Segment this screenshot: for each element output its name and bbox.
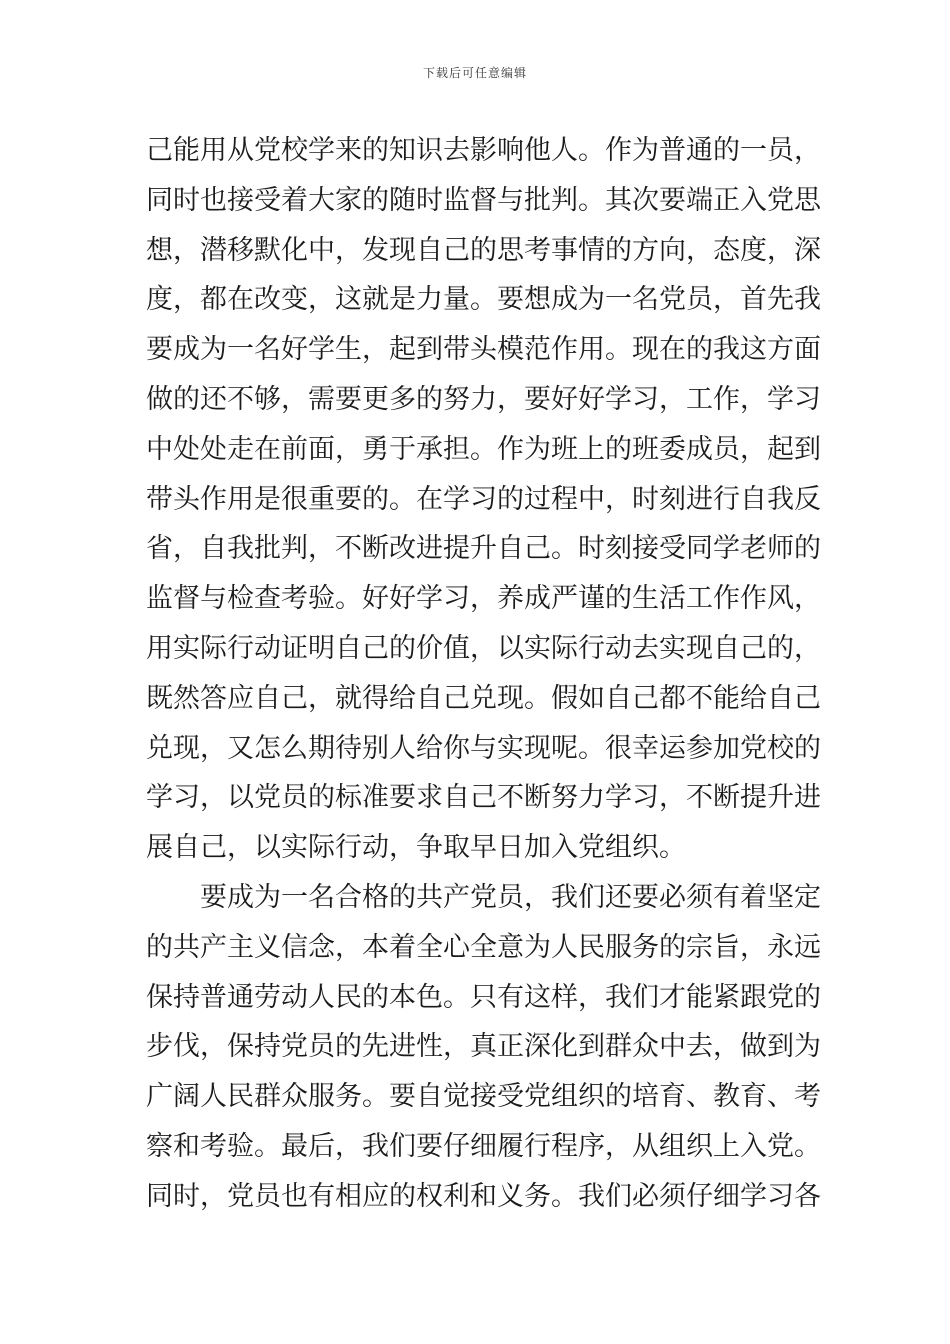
text-line: 察和考验。最后，我们要仔细履行程序，从组织上入党。 bbox=[146, 1130, 821, 1162]
text-line: 做的还不够，需要更多的努力，要好好学习，工作，学习 bbox=[146, 383, 821, 415]
text-line: 的共产主义信念，本着全心全意为人民服务的宗旨，永远 bbox=[146, 931, 821, 963]
text-line: 己能用从党校学来的知识去影响他人。作为普通的一员， bbox=[146, 135, 821, 166]
text-line: 省，自我批判，不断改进提升自己。时刻接受同学老师的 bbox=[146, 533, 821, 565]
text-line: 展自己，以实际行动，争取早日加入党组织。 bbox=[146, 832, 686, 864]
text-line: 同时，党员也有相应的权利和义务。我们必须仔细学习各 bbox=[146, 1180, 821, 1212]
text-line: 带头作用是很重要的。在学习的过程中，时刻进行自我反 bbox=[146, 483, 821, 515]
text-line: 要成为一名合格的共产党员，我们还要必须有着坚定 bbox=[200, 881, 821, 913]
paragraph-1 bbox=[146, 126, 821, 873]
text-line: 中处处走在前面，勇于承担。作为班上的班委成员，起到 bbox=[146, 433, 821, 465]
paragraph-2 bbox=[146, 873, 821, 1222]
text-line: 想，潜移默化中，发现自己的思考事情的方向，态度，深 bbox=[146, 234, 821, 266]
text-line: 用实际行动证明自己的价值，以实际行动去实现自己的， bbox=[146, 632, 821, 664]
text-line: 保持普通劳动人民的本色。只有这样，我们才能紧跟党的 bbox=[146, 981, 821, 1013]
document-body bbox=[146, 126, 821, 1222]
text-line: 兑现，又怎么期待别人给你与实现呢。很幸运参加党校的 bbox=[146, 732, 821, 764]
text-line: 监督与检查考验。好好学习，养成严谨的生活工作作风， bbox=[146, 583, 821, 615]
text-line: 度，都在改变，这就是力量。要想成为一名党员，首先我 bbox=[146, 284, 821, 316]
text-line: 步伐，保持党员的先进性，真正深化到群众中去，做到为 bbox=[146, 1031, 821, 1063]
text-line: 广阔人民群众服务。要自觉接受党组织的培育、教育、考 bbox=[146, 1081, 821, 1113]
text-line: 既然答应自己，就得给自己兑现。假如自己都不能给自己 bbox=[146, 682, 821, 714]
text-line: 要成为一名好学生，起到带头模范作用。现在的我这方面 bbox=[146, 334, 821, 366]
text-line: 同时也接受着大家的随时监督与批判。其次要端正入党思 bbox=[146, 184, 821, 216]
page-header: 下载后可任意编辑 bbox=[422, 66, 527, 80]
text-line: 学习，以党员的标准要求自己不断努力学习，不断提升进 bbox=[146, 782, 821, 814]
